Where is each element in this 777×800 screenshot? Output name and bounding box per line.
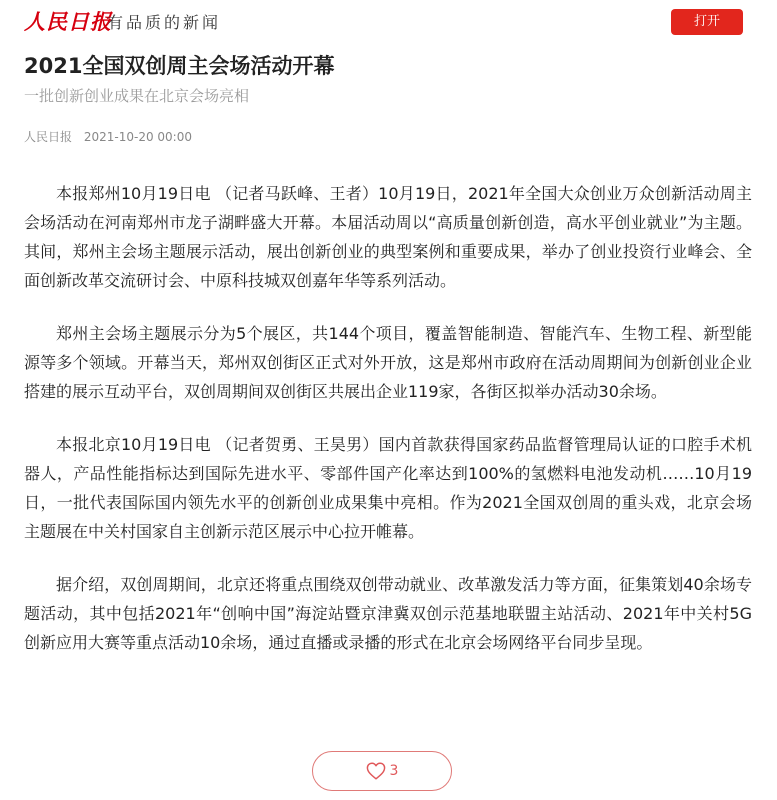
article-source: 人民日报: [24, 130, 73, 144]
article-paragraph: 本报北京10月19日电 （记者贺勇、王昊男）国内首款获得国家药品监督管理局认证的口腔手术机器人，产品性能指标达到国际先进水平、零部件国产化率达到100%的氢燃料电池发动机……10月19日，一批代表国际国内领先水平的创新创业成果集中亮相。作为2021全国双创周的重头戏，北京会场主题展在中关村国家自主创新示范区展示中心拉开帷幕。: [24, 435, 752, 541]
article-paragraph: 据介绍，双创周期间，北京还将重点围绕双创带动就业、改革激发活力等方面，征集策划40余场专题活动，其中包括2021年“创响中国”海淀站暨京津冀双创示范基地联盟主站活动、2021年中关村5G创新应用大赛等重点活动10余场，通过直播或录播的形式在北京会场网络平台同步呈现。: [24, 575, 752, 652]
article-subtitle: 一批创新创业成果在北京会场亮相: [24, 87, 250, 105]
like-count: 3: [389, 763, 399, 779]
article-meta: [24, 127, 192, 147]
like-button[interactable]: [312, 751, 452, 791]
heart-icon: [366, 762, 386, 780]
article-paragraph: 郑州主会场主题展示分为5个展区，共144个项目，覆盖智能制造、智能汽车、生物工程、新型能源等多个领域。开幕当天，郑州双创街区正式对外开放，这是郑州市政府在活动周期间为创新创业企业搭建的展示互动平台，双创周期间双创街区共展出企业119家，各街区拟举办活动30余场。: [24, 324, 752, 401]
article-paragraph: 本报郑州10月19日电 （记者马跃峰、王者）10月19日，2021年全国大众创业万众创新活动周主会场活动在河南郑州市龙子湖畔盛大开幕。本届活动周以“高质量创新创造，高水平创业就业”为主题。其间，郑州主会场主题展示活动，展出创新创业的典型案例和重要成果，举办了创业投资行业峰会、全面创新改革交流研讨会、中原科技城双创嘉年华等系列活动。: [24, 184, 752, 290]
article-body: [24, 179, 752, 681]
people-daily-logo[interactable]: 人民日报: [24, 9, 112, 34]
article-date: 2021-10-20 00:00: [83, 130, 192, 144]
top-bar: [0, 0, 777, 44]
article-title: 2021全国双创周主会场活动开幕: [24, 54, 335, 78]
slogan: 有品质的新闻: [107, 13, 222, 32]
open-app-button[interactable]: 打开: [671, 9, 743, 35]
